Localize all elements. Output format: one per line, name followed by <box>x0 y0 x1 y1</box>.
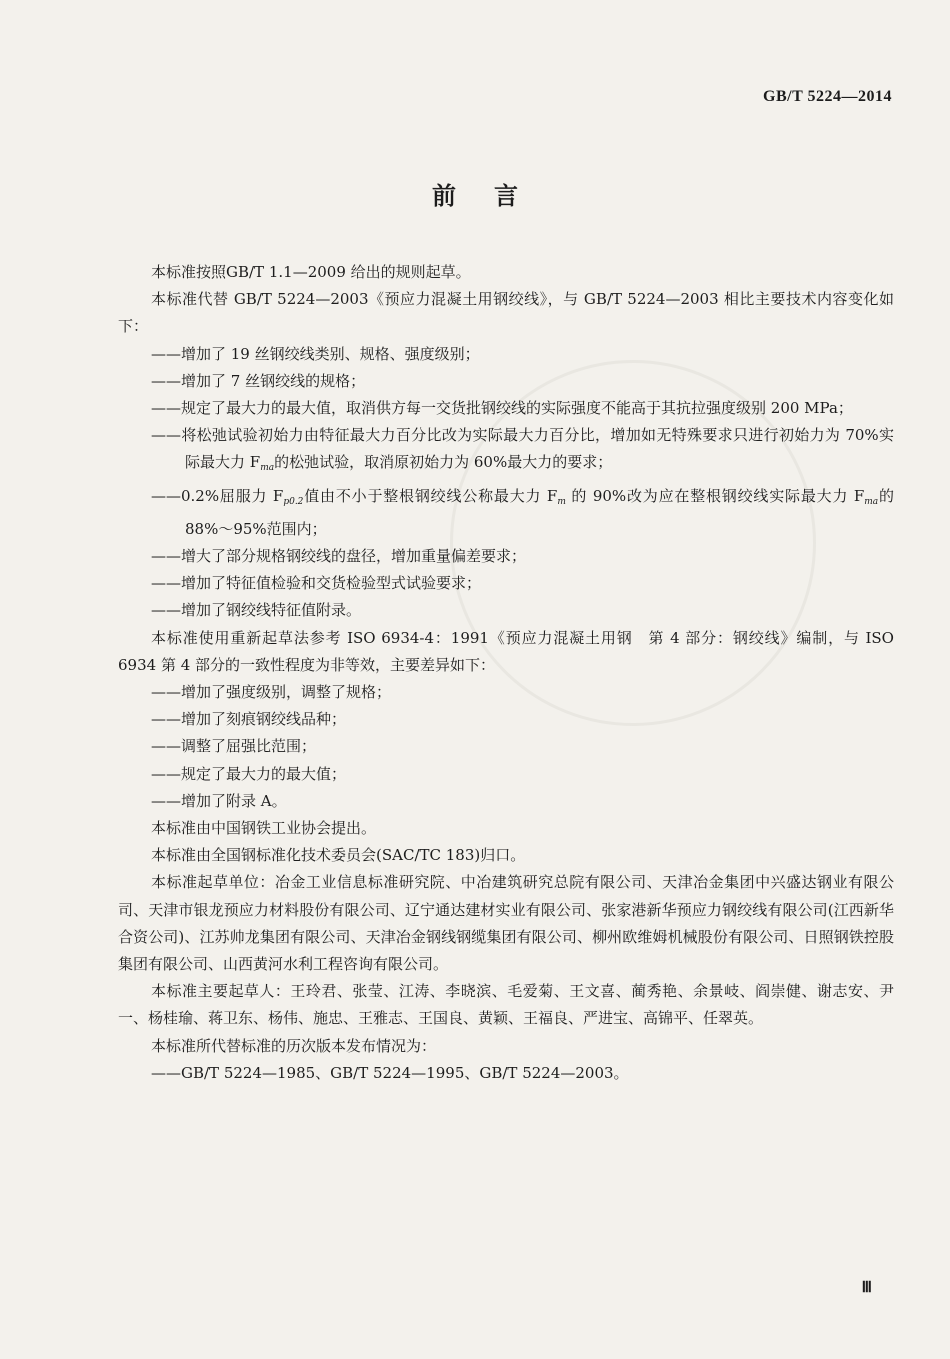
list-item: ——增加了刻痕钢绞线品种； <box>151 710 347 729</box>
foreword-body <box>118 259 894 1087</box>
list-item-text: ——将松弛试验初始力由特征最大力百分比改为实际最大力百分比，增加如无特殊要求只进行初始力为 70%实际最大力 F <box>151 426 894 472</box>
paragraph-history: 本标准所代替标准的历次版本发布情况为： <box>151 1036 437 1055</box>
list-item: ——规定了最大力的最大值，取消供方每一交货批钢绞线的实际强度不能高于其抗拉强度级别 200 MPa； <box>151 399 853 418</box>
list-item-text: ——0.2%屈服力 F <box>151 486 284 505</box>
list-item <box>118 422 894 482</box>
list-item: ——调整了屈强比范围； <box>151 737 317 756</box>
list-item-text: 的 90%改为应在整根钢绞线实际最大力 F <box>565 486 865 505</box>
paragraph-drafting-units: 本标准起草单位：冶金工业信息标准研究院、中冶建筑研究总院有限公司、天津冶金集团中兴盛达钢业有限公司、天津市银龙预应力材料股份有限公司、辽宁通达建材实业有限公司、张家港新华预应力钢绞线有限公司(江西新华合资公司)、江苏帅龙集团有限公司、天津冶金钢线钢缆集团有限公司、柳州欧维姆机械股份有限公司、日照钢铁控股集团有限公司、山西黄河水利工程咨询有限公司。 <box>118 873 894 974</box>
subscript: p0.2 <box>283 496 304 507</box>
standard-code: GB/T 5224—2014 <box>763 88 892 105</box>
paragraph-replaces: 本标准代替 GB/T 5224—2003《预应力混凝土用钢绞线》，与 GB/T 5224—2003 相比主要技术内容变化如下： <box>118 290 894 336</box>
page-number: Ⅲ <box>861 1280 872 1296</box>
subscript: ma <box>260 463 275 474</box>
paragraph-proposer: 本标准由中国钢铁工业协会提出。 <box>151 819 377 838</box>
list-item: ——增大了部分规格钢绞线的盘径，增加重量偏差要求； <box>151 547 527 566</box>
paragraph-drafters: 本标准主要起草人：王玲君、张莹、江涛、李晓滨、毛爱菊、王文喜、蔺秀艳、余景岐、阎崇健、谢志安、尹一、杨桂瑜、蒋卫东、杨伟、施忠、王雅志、王国良、黄颖、王福良、严进宝、高锦平、任翠英。 <box>118 982 894 1028</box>
list-item: ——GB/T 5224—1985、GB/T 5224—1995、GB/T 5224—2003。 <box>151 1063 629 1082</box>
list-item: ——增加了钢绞线特征值附录。 <box>151 601 362 620</box>
list-item: ——增加了 7 丝钢绞线的规格； <box>151 371 366 390</box>
list-item: ——增加了强度级别，调整了规格； <box>151 683 392 702</box>
page-title: 前言 <box>432 182 556 210</box>
list-item <box>118 483 894 543</box>
subscript: ma <box>864 496 879 507</box>
list-item: ——增加了 19 丝钢绞线类别、规格、强度级别； <box>151 344 480 363</box>
list-item-text: 的松弛试验，取消原初始力为 60%最大力的要求； <box>274 453 613 472</box>
paragraph-committee: 本标准由全国钢标准化技术委员会(SAC/TC 183)归口。 <box>151 846 526 865</box>
paragraph-iso-reference: 本标准使用重新起草法参考 ISO 6934-4：1991《预应力混凝土用钢 第 4 部分：钢绞线》编制，与 ISO 6934 第 4 部分的一致性程度为非等效，主要差异如下： <box>118 628 894 674</box>
subscript: m <box>557 496 566 507</box>
paragraph-drafting-rules: 本标准按照GB/T 1.1—2009 给出的规则起草。 <box>151 263 471 281</box>
list-item: ——增加了特征值检验和交货检验型式试验要求； <box>151 574 482 593</box>
list-item-text: 值由不小于整根钢绞线公称最大力 F <box>303 486 558 505</box>
list-item: ——增加了附录 A。 <box>151 791 287 810</box>
list-item: ——规定了最大力的最大值； <box>151 764 347 783</box>
list-item-text: 的 88%～95%范围内； <box>185 486 894 538</box>
